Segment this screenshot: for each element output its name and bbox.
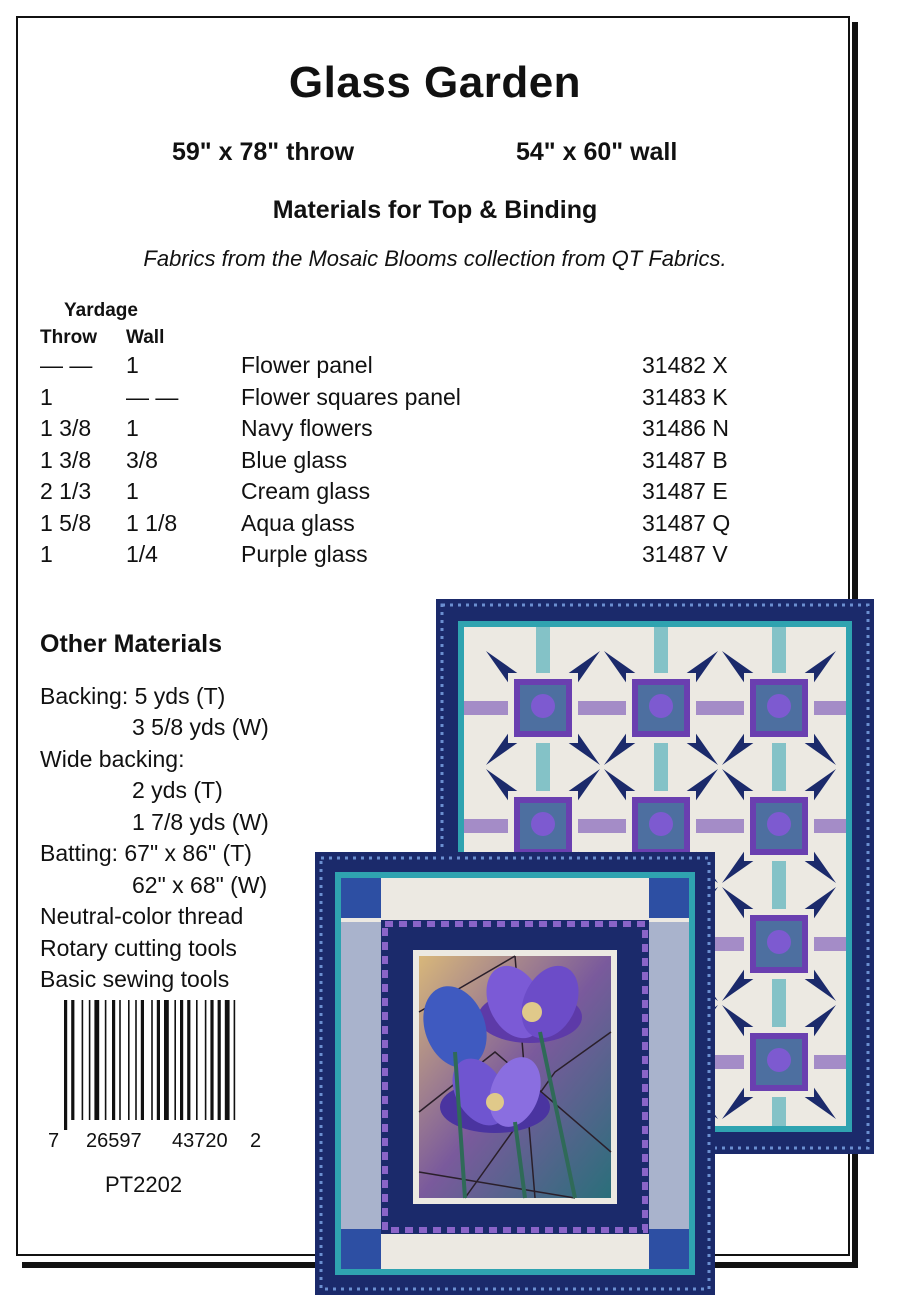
- barcode-bar: [151, 1000, 153, 1120]
- throw-column-header: Throw: [40, 327, 97, 348]
- fabric-code: 31482 X: [642, 352, 728, 378]
- fabric-name: Cream glass: [241, 478, 371, 504]
- throw-yardage: 1 3/8: [40, 446, 92, 473]
- barcode-bar: [187, 1000, 190, 1120]
- fabric-name: Navy flowers: [241, 415, 373, 441]
- yardage-row: [0, 415, 800, 446]
- throw-yardage: — —: [40, 352, 93, 378]
- barcode-bar: [180, 1000, 183, 1120]
- throw-flower-bloom: [767, 694, 791, 718]
- yardage-row: [0, 352, 800, 383]
- wall-side-strip-left: [341, 922, 381, 1232]
- fabric-code: 31487 V: [642, 541, 728, 567]
- throw-flower-bloom: [649, 694, 673, 718]
- wall-side-strip-right: [649, 922, 689, 1232]
- barcode-bars: [62, 1000, 272, 1130]
- wall-size: 54" x 60" wall: [516, 138, 678, 166]
- fabric-name: Blue glass: [241, 446, 348, 473]
- wall-corner-square: [649, 1229, 689, 1269]
- barcode-digit-lead: 7: [48, 1130, 60, 1152]
- fabric-name: Flower panel: [241, 352, 373, 378]
- barcode-bar: [164, 1000, 169, 1120]
- throw-flower-bloom: [767, 812, 791, 836]
- pattern-title: Glass Garden: [288, 58, 582, 107]
- barcode-digits-right: 43720: [172, 1130, 228, 1152]
- throw-flower-bloom: [767, 930, 791, 954]
- other-material-line: 62" x 68" (W): [132, 872, 268, 898]
- throw-flower-bloom: [649, 812, 673, 836]
- yardage-row: [0, 510, 800, 541]
- barcode-bar: [210, 1000, 213, 1120]
- yardage-row: [0, 447, 800, 478]
- barcode-bar: [218, 1000, 221, 1120]
- fabric-code: 31487 E: [642, 478, 728, 504]
- other-material-line: Wide backing:: [40, 746, 185, 772]
- fabric-code: 31487 Q: [642, 509, 731, 536]
- throw-flower-bloom: [531, 694, 555, 718]
- barcode-bar: [141, 1000, 144, 1120]
- wall-yardage: 1/4: [126, 541, 158, 567]
- barcode-bar: [112, 1000, 115, 1120]
- other-material-line: Backing: 5 yds (T): [40, 683, 226, 709]
- yardage-row: [0, 541, 800, 572]
- fabric-code: 31487 B: [642, 446, 728, 473]
- barcode-bar: [205, 1000, 207, 1120]
- barcode-bar: [105, 1000, 107, 1120]
- throw-yardage: 1 3/8: [40, 415, 92, 441]
- wall-yardage: 1: [126, 415, 139, 441]
- wall-yardage: 1: [126, 478, 139, 504]
- fabric-code: 31486 N: [642, 415, 729, 441]
- barcode-bar: [64, 1000, 67, 1130]
- wall-corner-square: [649, 878, 689, 918]
- wall-yardage: 1: [126, 352, 139, 378]
- other-material-line: 3 5/8 yds (W): [132, 714, 269, 740]
- wall-yardage: — —: [126, 383, 179, 410]
- wall-corner-square: [341, 1229, 381, 1269]
- barcode-bar: [128, 1000, 130, 1120]
- barcode-bar: [82, 1000, 84, 1120]
- yardage-row: [0, 478, 800, 509]
- throw-yardage: 1: [40, 383, 53, 410]
- throw-yardage: 2 1/3: [40, 478, 92, 504]
- barcode-bar: [71, 1000, 74, 1120]
- other-material-line: 1 7/8 yds (W): [132, 809, 269, 835]
- fabric-name: Aqua glass: [241, 509, 355, 536]
- other-material-line: Basic sewing tools: [40, 966, 230, 992]
- other-materials-heading: Other Materials: [40, 630, 223, 658]
- wall-quilt-image: [315, 852, 715, 1295]
- other-material-line: Neutral-color thread: [40, 903, 244, 929]
- barcode-bar: [234, 1000, 236, 1120]
- wall-corner-square: [341, 878, 381, 918]
- barcode-digits-left: 26597: [86, 1130, 142, 1152]
- other-material-line: 2 yds (T): [132, 777, 223, 803]
- barcode-bar: [89, 1000, 91, 1120]
- throw-flower-bloom: [767, 1048, 791, 1072]
- throw-flower-bloom: [531, 812, 555, 836]
- collection-note: Fabrics from the Mosaic Blooms collection from QT Fabrics.: [143, 246, 727, 271]
- pattern-sku: PT2202: [105, 1172, 183, 1197]
- other-material-line: Rotary cutting tools: [40, 935, 237, 961]
- barcode-bar: [135, 1000, 137, 1120]
- wall-yardage: 1 1/8: [126, 509, 178, 536]
- yardage-header: Yardage: [64, 300, 138, 321]
- fabric-code: 31483 K: [642, 383, 728, 410]
- barcode-bar: [174, 1000, 176, 1120]
- barcode-bar: [157, 1000, 160, 1120]
- fabric-name: Purple glass: [241, 541, 368, 567]
- throw-yardage: 1: [40, 541, 53, 567]
- other-material-line: Batting: 67" x 86" (T): [40, 840, 252, 866]
- upc-barcode: [48, 1000, 272, 1152]
- wall-yardage: 3/8: [126, 446, 158, 473]
- wall-column-header: Wall: [126, 327, 165, 348]
- barcode-bar: [196, 1000, 198, 1120]
- fabric-name: Flower squares panel: [241, 383, 461, 410]
- barcode-bar: [119, 1000, 121, 1120]
- barcode-bar: [94, 1000, 99, 1120]
- throw-size: 59" x 78" throw: [172, 138, 355, 166]
- yardage-row: [0, 384, 800, 415]
- barcode-bar: [225, 1000, 230, 1120]
- barcode-digit-check: 2: [250, 1130, 262, 1152]
- throw-yardage: 1 5/8: [40, 509, 92, 536]
- materials-heading: Materials for Top & Binding: [272, 196, 598, 224]
